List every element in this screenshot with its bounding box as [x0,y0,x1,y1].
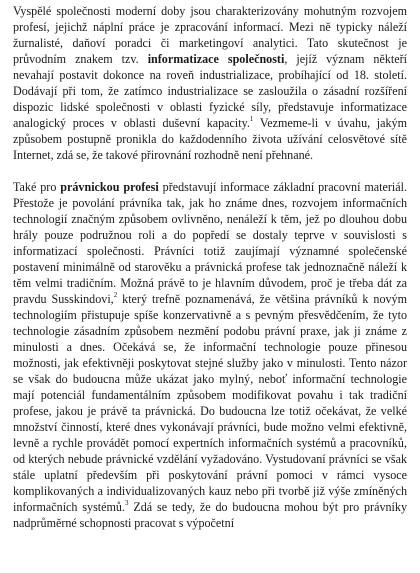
paragraph-text: který trefně poznamenává, že většina právníků k novým technologiím přistupuje spíše konzervativně a s pevným přesvědčením, že tyto technologie zásadním způsobem nezmění podobu právní praxe, jak ji známe z minulosti a dnes. Očekává se, že informační technologie pouze přinesou možnosti, jak efektivněji poskytovat stejné služby jako v minulosti. Tento názor se však do budoucna může ukázat jako mylný, neboť informační technologie mají potenciál fundamentálním způsobem modifikovat povahu i tak tradiční profese, jakou je právě ta právnická. Do budoucna lze totiž očekávat, že velké množství činností, které dnes vykonávají právníci, bude možno velmi efektivně, levně a rychle provádět pomocí expertních informačních systémů a pracovníků, od kterých nebude právnické vzdělání vyžadováno. Vystudovaní právníci se však stále uplatní především při poskytování právní pomoci v rámci vysoce komplikovaných a individualizovaných kauz nebo při tvorbě již výše zmíněných informačních systémů. [13,292,407,515]
paragraph-text: Vyspělé společnosti moderní doby jsou charakterizovány mohutným rozvojem profesí, jejichž náplní práce je zpracování informací. Mezi ně typicky náleží žurnalisté, daňoví poradci či marketingoví analytici. Tato skutečnost je průvodním znakem tzv. [13,4,407,67]
paragraph-text: , jejíž význam někteří nevahají postavit dokonce na roveň industrializace, probíhající od 18. století. Dodávají při tom, že zatímco industrializace se zasloužila o zásadní rozšíření dispozic lidské společnosti v oblasti fyzické síly, představuje informatizace analogický proces v oblasti duševní kapacity. [13,52,407,131]
bold-term: právnickou profesi [60,180,159,195]
paragraph-text: představují informace základní pracovní materiál. Přestože je povolání právníka tak, jak ho známe dnes, rozvojem informačních technologií značným způsobem ovlivněno, nenáleží k těm, jež po dlouhou dobu hrály pouze podružnou roli a do popředí se dostaly teprve v souvislosti s informatizací společnosti. Právníci totiž zaujímají významné společenské postavení minimálně od starověku a právnická profese tak jednoznačně náleží k těm velmi tradičním. Možná právě to je hlavním důvodem, proč je třeba dát za pravdu Susskindovi, [13,180,407,307]
footnote-ref-1[interactable]: 1 [249,115,254,124]
bold-term: informatizace společnosti [147,52,285,67]
footnote-ref-3[interactable]: 3 [125,499,129,508]
paragraph-text: Vezmeme-li v úvahu, jakým způsobem postupně pronikla do každodenního života užívání celosvětové sítě Internet, zdá se, že takové přirovnání rozhodně není přehnané. [13,116,407,163]
paragraph-informatization [13,3,407,163]
paragraph-text: Také pro [13,180,61,195]
paragraph-legal-profession [13,179,407,531]
paragraph-text: Zdá se tedy, že do budoucna mohou být pro právníky nadprůměrné schopnosti pracovat s výpočetní [13,500,407,531]
footnote-ref-2[interactable]: 2 [113,291,118,300]
